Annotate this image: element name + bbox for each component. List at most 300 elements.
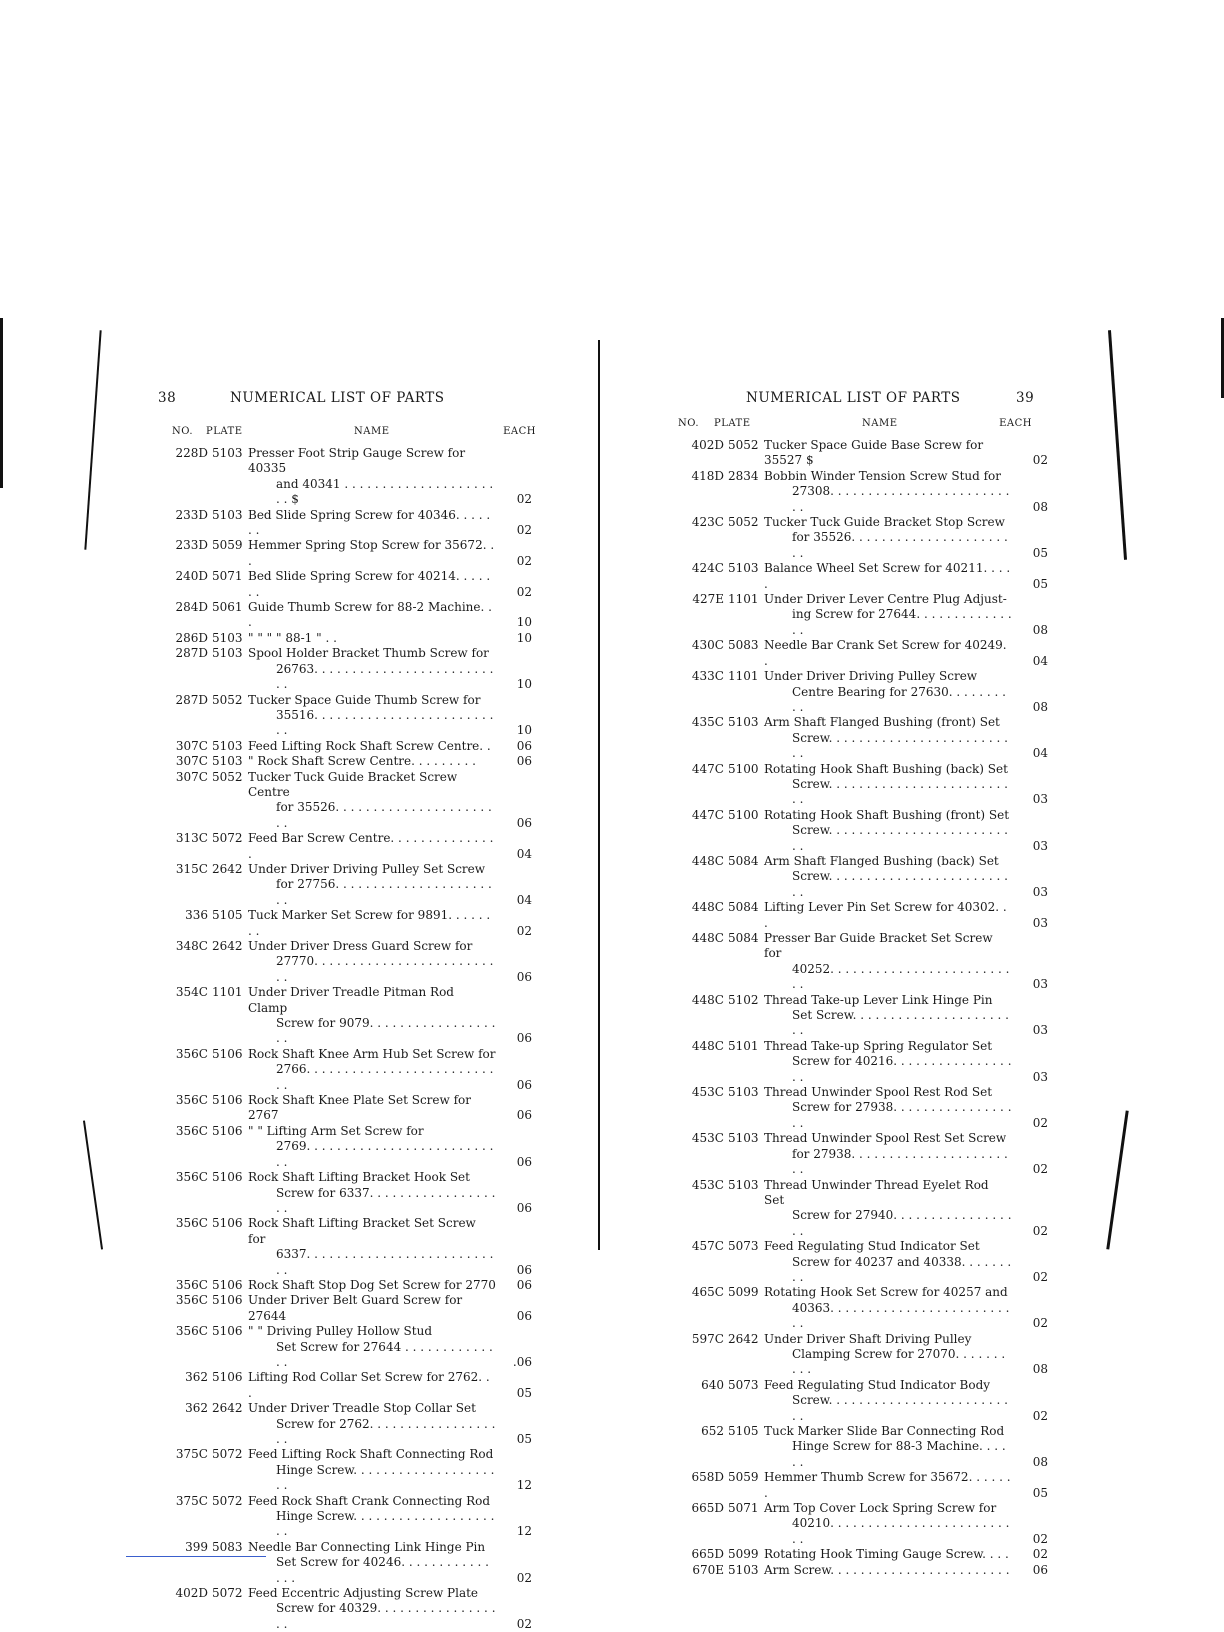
part-number: 448C: [691, 853, 724, 868]
table-row: [676, 1131, 1048, 1177]
price-each: 02: [1032, 1269, 1048, 1284]
plate-number: 5106: [212, 1370, 243, 1385]
part-name-line1: Under Driver Driving Pulley Set Screw: [248, 861, 486, 876]
part-name-line2: 40363. . . . . . . . . . . . . . . . . . . . . . . . . .: [792, 1300, 1010, 1331]
part-name-line1: Feed Lifting Rock Shaft Screw Centre. .: [248, 738, 491, 753]
plate-number: 5105: [212, 908, 243, 923]
table-row: [676, 592, 1048, 638]
part-name-line1: Feed Rock Shaft Crank Connecting Rod: [248, 1493, 491, 1508]
part-name: [248, 739, 496, 754]
price-each: 12: [516, 1478, 532, 1493]
table-row: [160, 1447, 532, 1493]
blue-rule: [126, 1556, 266, 1557]
part-name-line1: Needle Bar Connecting Link Hinge Pin: [248, 1539, 486, 1554]
price-each: 05: [516, 1385, 532, 1400]
price-each: 05: [1032, 1485, 1048, 1500]
part-name: [764, 1424, 1012, 1470]
part-name-line2: Screw. . . . . . . . . . . . . . . . . . . . . . . . . .: [792, 1393, 1008, 1423]
part-name: [764, 515, 1012, 561]
gutter-line: [598, 340, 600, 1250]
part-name-line1: Needle Bar Crank Set Screw for 40249. .: [764, 638, 1007, 668]
part-name: [248, 1494, 496, 1540]
right-page: [676, 390, 1048, 1578]
part-number: 356C: [175, 1324, 208, 1339]
part-name: [248, 1401, 496, 1447]
part-name-line2: 27308. . . . . . . . . . . . . . . . . . . . . . . . . .: [792, 484, 1010, 514]
part-name-line2: for 27938. . . . . . . . . . . . . . . . . . . . . . .: [792, 1146, 1008, 1177]
price-each: 05: [1032, 576, 1048, 591]
part-name: [764, 469, 1012, 515]
table-row: [676, 515, 1048, 561]
part-name-line2: Screw for 40329. . . . . . . . . . . . . . . . . .: [276, 1601, 496, 1631]
table-row: [160, 508, 532, 539]
part-name-line1: Thread Unwinder Spool Rest Rod Set: [764, 1085, 993, 1100]
part-name: [764, 993, 1012, 1039]
part-name: [248, 569, 496, 600]
part-number: 453C: [691, 1177, 724, 1192]
table-row: [160, 600, 532, 631]
part-number: 336: [185, 908, 208, 923]
price-each: 02: [516, 492, 532, 507]
part-number: 348C: [175, 939, 208, 953]
part-number: 375C: [175, 1447, 208, 1462]
part-name: [764, 1178, 1012, 1240]
part-name: [764, 1239, 1012, 1285]
part-number: 356C: [175, 1216, 208, 1231]
part-name-line1: Presser Foot Strip Gauge Screw for 40335: [248, 446, 466, 476]
part-name-line1: Bobbin Winder Tension Screw Stud for: [764, 468, 1002, 483]
plate-number: 5052: [728, 515, 759, 530]
price-each: 10: [516, 723, 532, 738]
table-row: [160, 646, 532, 692]
part-name: [764, 1085, 1012, 1131]
plate-number: 5106: [212, 1170, 243, 1185]
table-row: [160, 1278, 532, 1293]
part-name: [764, 1470, 1012, 1501]
part-name-line2: 6337. . . . . . . . . . . . . . . . . . . . . . . . . . .: [276, 1247, 494, 1277]
part-name-line2: Centre Bearing for 27630. . . . . . . . . .: [792, 684, 1006, 714]
plate-number: 5103: [728, 715, 759, 730]
part-name-line2: 26763. . . . . . . . . . . . . . . . . . . . . . . . . .: [276, 661, 494, 692]
part-name-line2: Set Screw for 27644 . . . . . . . . . . . . . .: [276, 1339, 493, 1369]
part-name: [764, 762, 1012, 808]
table-row: [676, 1378, 1048, 1424]
part-name-line1: Under Driver Driving Pulley Screw: [764, 669, 978, 684]
part-number: 233D: [175, 538, 208, 553]
part-name-line1: " Rock Shaft Screw Centre. . . . . . . . .: [248, 754, 476, 769]
table-row: [160, 1401, 532, 1447]
price-each: 06: [516, 1108, 532, 1123]
left-page-header: [160, 390, 532, 414]
part-name: [764, 438, 1012, 469]
part-name: [764, 1563, 1012, 1578]
part-name: [248, 1447, 496, 1493]
plate-number: 5071: [212, 569, 243, 584]
part-name-line2: Screw for 27938. . . . . . . . . . . . . . . . . .: [792, 1100, 1012, 1130]
table-row: [160, 754, 532, 769]
part-name-line2: Screw for 6337. . . . . . . . . . . . . . . . . . .: [276, 1185, 496, 1215]
right-page-curve-top: [1108, 330, 1127, 560]
plate-number: 5106: [212, 1293, 243, 1308]
parts-list: [676, 438, 1048, 1578]
part-name-line2: Screw for 2762. . . . . . . . . . . . . . . . . . .: [276, 1416, 496, 1446]
table-row: [676, 1424, 1048, 1470]
table-row: [676, 715, 1048, 761]
table-row: [160, 569, 532, 600]
table-row: [160, 693, 532, 739]
part-number: 658D: [691, 1470, 724, 1485]
part-number: 287D: [175, 646, 208, 661]
part-number: 375C: [175, 1493, 208, 1508]
page-number: 39: [1016, 390, 1035, 406]
part-name-line1: Spool Holder Bracket Thumb Screw for: [248, 646, 489, 661]
part-name: [248, 600, 496, 631]
part-name-line1: Feed Regulating Stud Indicator Set: [764, 1239, 980, 1254]
plate-number: 5073: [728, 1239, 759, 1254]
table-row: [676, 1547, 1048, 1562]
part-name-line1: Arm Screw. . . . . . . . . . . . . . . . . . . . . . . .: [764, 1562, 1010, 1577]
part-number: 427E: [692, 592, 724, 607]
part-name-line1: Bed Slide Spring Screw for 40214. . . . . . .: [248, 569, 491, 599]
part-number: 652: [701, 1424, 724, 1438]
part-name-line1: Arm Shaft Flanged Bushing (front) Set: [764, 715, 1000, 730]
header-name: NAME: [862, 418, 898, 429]
part-name-line2: 40210. . . . . . . . . . . . . . . . . . . . . . . . . .: [792, 1516, 1010, 1546]
part-name-line2: Hinge Screw. . . . . . . . . . . . . . . . . . . . .: [276, 1509, 495, 1539]
parts-list: [160, 446, 532, 1632]
table-row: [160, 862, 532, 908]
part-name: [248, 631, 496, 646]
part-name: [764, 561, 1012, 592]
part-name: [248, 693, 496, 739]
header-each: EACH: [503, 426, 536, 437]
part-number: 399: [185, 1539, 208, 1554]
price-each: 02: [516, 1616, 532, 1631]
table-row: [160, 939, 532, 985]
price-each: 10: [516, 677, 532, 692]
table-row: [160, 908, 532, 939]
part-name-line2: ing Screw for 27644. . . . . . . . . . . . . . .: [792, 607, 1012, 637]
price-each: 04: [516, 846, 532, 861]
price-each: 02: [516, 1570, 532, 1585]
part-name-line1: Tucker Tuck Guide Bracket Screw Centre: [248, 769, 458, 799]
plate-number: 5106: [212, 1046, 243, 1061]
price-each: 08: [1032, 1454, 1048, 1469]
part-number: 448C: [691, 1038, 724, 1053]
plate-number: 2642: [212, 1401, 243, 1416]
part-number: 307C: [175, 738, 208, 753]
plate-number: 5059: [728, 1470, 759, 1485]
price-each: 03: [1032, 1069, 1048, 1084]
plate-number: 5103: [728, 1085, 759, 1100]
part-name-line1: Under Driver Dress Guard Screw for: [248, 939, 473, 953]
table-row: [676, 1085, 1048, 1131]
part-name: [248, 770, 496, 832]
table-row: [160, 1293, 532, 1324]
part-name: [248, 1093, 496, 1124]
part-name-line1: Rotating Hook Shaft Bushing (front) Set: [764, 807, 1010, 822]
price-each: 02: [516, 553, 532, 568]
part-name: [764, 808, 1012, 854]
part-name-line2: Clamping Screw for 27070. . . . . . . . . .: [792, 1346, 1006, 1377]
part-number: 453C: [691, 1085, 724, 1100]
part-name: [764, 638, 1012, 669]
part-name: [764, 1378, 1012, 1424]
plate-number: 5106: [212, 1123, 243, 1138]
part-name-line1: Bed Slide Spring Screw for 40346. . . . . . .: [248, 507, 491, 538]
part-number: 435C: [691, 715, 724, 730]
plate-number: 1101: [728, 592, 759, 607]
price-each: 02: [516, 923, 532, 938]
header-each: EACH: [999, 418, 1032, 429]
part-name: [248, 508, 496, 539]
plate-number: 5073: [728, 1377, 759, 1392]
part-number: 665D: [691, 1547, 724, 1562]
part-name-line2: 40252. . . . . . . . . . . . . . . . . . . . . . . . . .: [792, 961, 1010, 992]
price-each: 08: [1032, 499, 1048, 514]
table-row: [676, 1332, 1048, 1378]
price-each: 06: [516, 1200, 532, 1215]
table-row: [160, 446, 532, 508]
plate-number: 5072: [212, 1447, 243, 1462]
price-each: 05: [1032, 545, 1048, 560]
part-name-line1: Tucker Space Guide Thumb Screw for: [248, 692, 481, 707]
part-name-line2: Hinge Screw for 88-3 Machine. . . . . .: [792, 1439, 1006, 1469]
table-row: [160, 1124, 532, 1170]
part-number: 448C: [691, 931, 724, 945]
part-name: [764, 1131, 1012, 1177]
table-row: [676, 438, 1048, 469]
plate-number: 5052: [212, 692, 243, 707]
part-name: [248, 1540, 496, 1586]
part-name: [764, 854, 1012, 900]
plate-number: 5103: [212, 646, 243, 661]
part-name-line2: Hinge Screw. . . . . . . . . . . . . . . . . . . . .: [276, 1462, 495, 1493]
part-name: [248, 1124, 496, 1170]
plate-number: 5084: [728, 900, 759, 915]
part-name-line1: Feed Bar Screw Centre. . . . . . . . . . . . . . .: [248, 831, 494, 861]
part-name-line1: Guide Thumb Screw for 88-2 Machine. . .: [248, 600, 492, 630]
part-name-line2: Screw for 40216. . . . . . . . . . . . . . . . . .: [792, 1054, 1012, 1084]
part-number: 356C: [175, 1046, 208, 1061]
right-page-header: [676, 390, 1048, 414]
part-name: [764, 900, 1012, 931]
part-number: 640: [701, 1377, 724, 1392]
part-name-line1: Balance Wheel Set Screw for 40211. . . . .: [764, 561, 1011, 591]
part-number: 354C: [175, 985, 208, 1000]
table-row: [676, 1039, 1048, 1085]
part-number: 433C: [691, 669, 724, 684]
plate-number: 2642: [212, 939, 243, 953]
part-number: 228D: [175, 446, 208, 460]
plate-number: 5106: [212, 1324, 243, 1339]
part-name-line1: Feed Regulating Stud Indicator Body: [764, 1377, 991, 1392]
part-name: [764, 669, 1012, 715]
part-number: 307C: [175, 769, 208, 784]
plate-number: 5072: [212, 1493, 243, 1508]
price-each: 02: [1032, 1223, 1048, 1238]
plate-number: 5084: [728, 853, 759, 868]
part-name-line1: Thread Unwinder Spool Rest Set Screw: [764, 1131, 1007, 1146]
header-plate: PLATE: [206, 426, 243, 437]
price-each: 12: [516, 1524, 532, 1539]
price-each: 03: [1032, 792, 1048, 807]
table-row: [160, 538, 532, 569]
table-row: [676, 1470, 1048, 1501]
price-each: 03: [1032, 1023, 1048, 1038]
price-each: 06: [516, 969, 532, 984]
table-row: [160, 831, 532, 862]
column-headers: [676, 418, 1048, 438]
part-name-line2: Screw. . . . . . . . . . . . . . . . . . . . . . . . . .: [792, 730, 1008, 761]
table-row: [676, 854, 1048, 900]
part-number: 670E: [692, 1562, 724, 1577]
table-row: [676, 1178, 1048, 1240]
part-number: 356C: [175, 1277, 208, 1292]
part-number: 356C: [175, 1093, 208, 1108]
part-number: 465C: [691, 1285, 724, 1300]
part-name: [248, 1370, 496, 1401]
price-each: 06: [516, 1277, 532, 1292]
part-name-line1: Under Driver Lever Centre Plug Adjust-: [764, 592, 1007, 607]
price-each: 06: [516, 1154, 532, 1169]
plate-number: 5083: [212, 1539, 243, 1554]
plate-number: 5103: [728, 561, 759, 576]
part-name-line2: for 27756. . . . . . . . . . . . . . . . . . . . . . .: [276, 877, 492, 907]
part-name-line1: Rock Shaft Knee Arm Hub Set Screw for: [248, 1046, 496, 1061]
table-row: [160, 739, 532, 754]
price-each: 06: [516, 1077, 532, 1092]
part-number: 240D: [175, 569, 208, 584]
plate-number: 5061: [212, 600, 243, 615]
part-name-line2: Screw for 40237 and 40338. . . . . . . . .: [792, 1254, 1012, 1284]
price-each: 04: [1032, 746, 1048, 761]
plate-number: 5103: [212, 446, 243, 460]
part-number: 430C: [691, 638, 724, 653]
table-row: [676, 469, 1048, 515]
part-name: [248, 538, 496, 569]
price-each: 06: [516, 1262, 532, 1277]
part-name: [248, 646, 496, 692]
table-row: [676, 900, 1048, 931]
part-name: [248, 754, 496, 769]
part-name-line1: Rock Shaft Knee Plate Set Screw for 2767: [248, 1093, 471, 1123]
table-row: [160, 1093, 532, 1124]
part-number: 424C: [691, 561, 724, 576]
part-number: 362: [185, 1370, 208, 1385]
plate-number: 5105: [728, 1424, 759, 1438]
price-each: 04: [1032, 653, 1048, 668]
plate-number: 5071: [728, 1501, 759, 1516]
price-each: 06: [516, 815, 532, 830]
part-name: [248, 908, 496, 939]
table-row: [160, 770, 532, 832]
price-each: 02: [516, 523, 532, 538]
table-row: [676, 808, 1048, 854]
part-name: [248, 1324, 496, 1370]
price-each: 06: [1032, 1562, 1048, 1577]
price-each: 03: [1032, 915, 1048, 930]
plate-number: 5102: [728, 992, 759, 1007]
part-name: [248, 939, 496, 985]
part-name-line1: " " Lifting Arm Set Screw for: [248, 1123, 424, 1138]
plate-number: 5099: [728, 1285, 759, 1300]
table-row: [676, 1563, 1048, 1578]
page-title: NUMERICAL LIST OF PARTS: [230, 390, 445, 406]
header-name: NAME: [354, 426, 390, 437]
header-plate: PLATE: [714, 418, 751, 429]
part-name-line2: Set Screw for 40246. . . . . . . . . . . . . . .: [276, 1555, 489, 1585]
price-each: 02: [1032, 1316, 1048, 1331]
left-page: [158, 390, 536, 1632]
price-each: 03: [1032, 838, 1048, 853]
table-row: [676, 561, 1048, 592]
part-name-line2: Set Screw. . . . . . . . . . . . . . . . . . . . . . .: [792, 1008, 1009, 1038]
plate-number: 2642: [728, 1331, 759, 1346]
table-row: [160, 1216, 532, 1278]
part-name: [248, 1586, 496, 1632]
part-number: 447C: [691, 807, 724, 822]
table-row: [676, 1239, 1048, 1285]
part-number: 448C: [691, 900, 724, 915]
part-name-line1: Thread Unwinder Thread Eyelet Rod Set: [764, 1177, 989, 1207]
part-name-line1: " " Driving Pulley Hollow Stud: [248, 1324, 433, 1339]
part-name: [248, 446, 496, 508]
part-name: [248, 1278, 496, 1293]
part-name-line2: 27770. . . . . . . . . . . . . . . . . . . . . . . . . .: [276, 954, 494, 984]
part-number: 284D: [175, 600, 208, 615]
table-row: [676, 762, 1048, 808]
table-row: [160, 1586, 532, 1632]
part-name-line1: Lifting Rod Collar Set Screw for 2762. . .: [248, 1370, 490, 1400]
part-name-line1: Feed Eccentric Adjusting Screw Plate: [248, 1586, 479, 1601]
part-name-line1: Rotating Hook Set Screw for 40257 and: [764, 1285, 1008, 1300]
part-number: 313C: [175, 831, 208, 846]
part-name-line2: for 35526. . . . . . . . . . . . . . . . . . . . . . .: [276, 800, 492, 830]
part-name-line1: Presser Bar Guide Bracket Set Screw for: [764, 931, 993, 961]
price-each: 02: [1032, 1162, 1048, 1177]
part-name-line2: Screw. . . . . . . . . . . . . . . . . . . . . . . . . .: [792, 776, 1008, 807]
table-row: [160, 1170, 532, 1216]
plate-number: 5103: [728, 1177, 759, 1192]
part-name: [248, 1216, 496, 1278]
part-name-line1: Tuck Marker Slide Bar Connecting Rod: [764, 1424, 1005, 1438]
price-each: 02: [516, 584, 532, 599]
price-each: 04: [516, 892, 532, 907]
table-row: [160, 985, 532, 1047]
part-number: 356C: [175, 1123, 208, 1138]
part-number: 233D: [175, 507, 208, 522]
plate-number: 5103: [212, 630, 243, 645]
table-row: [676, 1501, 1048, 1547]
part-name-line1: Arm Shaft Flanged Bushing (back) Set: [764, 853, 999, 868]
part-name: [764, 1332, 1012, 1378]
part-number: 402D: [175, 1586, 208, 1601]
part-number: 402D: [691, 438, 724, 452]
part-number: 453C: [691, 1131, 724, 1146]
part-name-line1: Tuck Marker Set Screw for 9891. . . . . . . .: [248, 908, 491, 938]
part-name: [764, 931, 1012, 993]
price-each: 06: [516, 1308, 532, 1323]
part-name-line2: for 35526. . . . . . . . . . . . . . . . . . . . . . .: [792, 530, 1008, 560]
plate-number: 5106: [212, 1277, 243, 1292]
part-name-line1: Rock Shaft Stop Dog Set Screw for 2770: [248, 1277, 496, 1292]
table-row: [676, 1285, 1048, 1331]
part-name: [248, 1047, 496, 1093]
part-number: 286D: [175, 630, 208, 645]
part-number: 287D: [175, 692, 208, 707]
plate-number: 5100: [728, 761, 759, 776]
